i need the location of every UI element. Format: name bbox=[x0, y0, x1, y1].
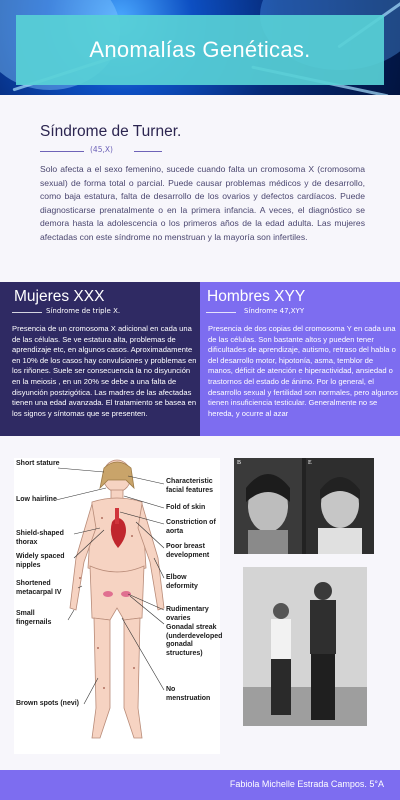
label-no-menstruation: No menstruation bbox=[166, 686, 211, 702]
label-brown-spots: Brown spots (nevi) bbox=[16, 700, 80, 707]
men-xyy-panel bbox=[200, 282, 400, 436]
men-xyy-subtitle: Síndrome 47,XYY bbox=[244, 307, 305, 315]
divider bbox=[12, 312, 42, 313]
photo-label-e: E bbox=[308, 460, 312, 466]
label-facial-features: Characteristic facial features bbox=[166, 478, 214, 494]
divider bbox=[134, 151, 162, 152]
page-title: Anomalías Genéticas. bbox=[89, 37, 311, 62]
illustrations-section bbox=[0, 436, 400, 770]
label-small-fingernails: Small fingernails bbox=[16, 610, 52, 626]
label-shield-thorax: Shield-shaped thorax bbox=[16, 530, 64, 546]
men-xyy-description: Presencia de dos copias del cromosoma Y en cada una de las células. Son bastante altos y pueden tener dificultades de aprendizaje, autismo, retraso del habla o del desarrollo motor, hipotonía, asma, temblor de manos, déficit de atención e hiperactividad, ansiedad o trastornos del estado de ánimo. Por lo general, el desarrollo sexual y fertilidad son normales, pero algunos tienen insuficiencia testicular. Generalmente no se hereda, y ocurre al azar bbox=[208, 324, 398, 418]
label-rudimentary-ovaries: Rudimentary ovaries bbox=[166, 606, 209, 622]
xxx-faces-photo bbox=[234, 458, 374, 554]
turner-description: Solo afecta a el sexo femenino, sucede cuando falta un cromosoma X (cromosoma sexual) de forma total o parcial. Puede causar problemas médicos y de desarrollo, como baja estatura, falta de desarrollo de los ovarios y defectos cardíacos. Puede diagnosticarse prenatalmente o en la primera infancia. A veces, el diagnóstico se demora hasta la adolescencia o los primeros años de la edad adulta. Las mujeres afectadas con este síndrome no menstruan y la mayoría son infertiles. bbox=[40, 164, 365, 242]
footer-bar bbox=[0, 770, 400, 800]
label-fold-of-skin: Fold of skin bbox=[166, 504, 206, 511]
xyy-standing-photo bbox=[243, 567, 367, 726]
women-xxx-subtitle: Síndrome de triple X. bbox=[46, 307, 121, 315]
photo-label-b: B bbox=[237, 460, 242, 466]
label-low-hairline: Low hairline bbox=[16, 496, 57, 503]
label-short-stature: Short stature bbox=[16, 460, 60, 467]
label-breast-development: Poor breast development bbox=[166, 543, 210, 559]
turner-karyotype: (45,X) bbox=[90, 145, 113, 154]
turner-title: Síndrome de Turner. bbox=[40, 123, 182, 140]
label-shortened-metacarpal: Shortened metacarpal IV bbox=[16, 580, 62, 596]
divider bbox=[40, 151, 84, 152]
author-credit: Fabiola Michelle Estrada Campos. 5°A bbox=[229, 779, 384, 789]
header-banner bbox=[0, 0, 400, 95]
label-widely-spaced-nipples: Widely spaced nipples bbox=[16, 553, 65, 569]
label-aorta-constriction: Constriction of aorta bbox=[166, 519, 216, 535]
title-box bbox=[16, 15, 384, 85]
turner-section bbox=[0, 95, 400, 282]
men-xyy-title: Hombres XYY bbox=[207, 288, 306, 305]
women-xxx-title: Mujeres XXX bbox=[14, 288, 105, 305]
women-xxx-panel bbox=[0, 282, 200, 436]
divider bbox=[206, 312, 236, 313]
women-xxx-description: Presencia de un cromosoma X adicional en cada una de las células. Se ve estatura alta, problemas de aprendizaje etc, en algunos casos. Aproximadamente en 10% de los casos hay convulsiones y problemas en los riñones. Suele ser consecuencia la no disyunción en la meiosis , en un 20% se debe a una falta de disyunción postzigótica. Las madres de las afectadas tienen una edad avanzada. El tratamiento se basea en los signos y síntomas que se presenten. bbox=[12, 324, 197, 418]
label-elbow-deformity: Elbow deformity bbox=[166, 574, 198, 590]
label-gonadal-streak: Gonadal streak (underdeveloped gonadal structures) bbox=[166, 624, 223, 657]
turner-anatomy-diagram bbox=[14, 458, 223, 754]
